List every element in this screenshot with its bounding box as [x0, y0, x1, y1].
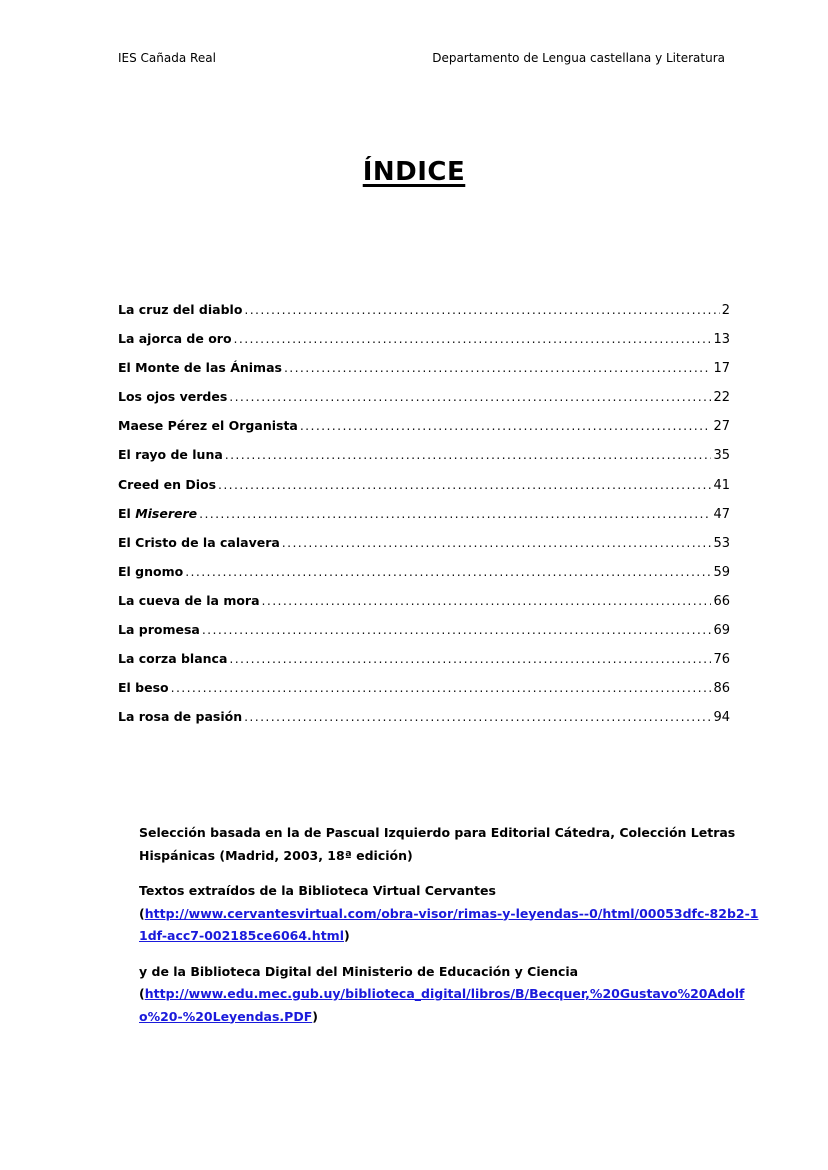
toc-entry-title: La ajorca de oro [118, 331, 232, 347]
source-label: Textos extraídos de la Biblioteca Virtual Cervantes [139, 883, 496, 898]
toc-entry-title [118, 506, 197, 521]
toc-entry[interactable] [118, 477, 730, 506]
leader-dots [218, 477, 711, 492]
toc-entry-title: El gnomo [118, 563, 184, 579]
ministerio-link[interactable]: http://www.edu.mec.gub.uy/biblioteca_digital/libros/B/Becquer,%20Gustavo%20Adolfo%20-%20Leyendas.PDF [139, 986, 745, 1024]
toc-entry-page: 66 [713, 593, 730, 609]
page-title [0, 157, 828, 187]
source-notes [139, 822, 759, 1041]
toc-entry[interactable] [118, 680, 730, 709]
toc-entry-title: La corza blanca [118, 651, 228, 667]
selection-note: Selección basada en la de Pascual Izquierdo para Editorial Cátedra, Colección Letras Hispánicas (Madrid, 2003, 18ª edición) [139, 825, 736, 863]
toc-entry-page: 22 [713, 390, 730, 406]
toc-entry[interactable] [118, 593, 730, 622]
toc-entry-title: Maese Pérez el Organista [118, 418, 298, 434]
toc-entry-page: 94 [713, 710, 730, 726]
toc-entry[interactable] [118, 709, 730, 738]
leader-dots [234, 331, 712, 346]
source-label: y de la Biblioteca Digital del Ministerio de Educación y Ciencia [139, 963, 579, 979]
toc-entry[interactable] [118, 389, 730, 418]
toc-entry-title: Creed en Dios [118, 476, 217, 492]
toc-entry-page: 53 [713, 535, 730, 551]
close-paren: ) [312, 1008, 318, 1024]
cervantes-link[interactable]: http://www.cervantesvirtual.com/obra-visor/rimas-y-leyendas--0/html/00053dfc-82b2-11df-acc7-002185ce6064.html [139, 905, 759, 943]
toc-entry-page: 86 [713, 681, 730, 697]
index-heading: ÍNDICE [362, 157, 466, 187]
department-name: Departamento de Lengua castellana y Literatura [432, 51, 725, 65]
toc-entry[interactable] [118, 302, 730, 331]
leader-dots [300, 418, 712, 433]
toc-entry-page: 35 [713, 448, 730, 464]
leader-dots [171, 680, 712, 695]
toc-entry-page: 41 [713, 477, 730, 493]
leader-dots [229, 389, 711, 404]
page-header [118, 51, 725, 67]
toc-entry[interactable] [118, 564, 730, 593]
table-of-contents [118, 302, 730, 738]
toc-entry-title: La rosa de pasión [118, 709, 243, 725]
toc-entry-title: El beso [118, 680, 169, 696]
open-paren: ( [139, 986, 145, 1001]
leader-dots [202, 622, 712, 637]
toc-entry-page: 59 [713, 564, 730, 580]
school-name: IES Cañada Real [118, 51, 216, 65]
leader-dots [284, 360, 712, 375]
toc-entry-title: La cueva de la mora [118, 592, 260, 608]
toc-entry[interactable] [118, 418, 730, 447]
leader-dots [244, 302, 719, 317]
toc-entry[interactable] [118, 535, 730, 564]
close-paren: ) [344, 928, 350, 943]
toc-entry-title: La promesa [118, 622, 200, 638]
toc-entry[interactable] [118, 622, 730, 651]
leader-dots [244, 709, 711, 724]
toc-entry[interactable] [118, 360, 730, 389]
toc-entry-title-italic: Miserere [135, 505, 198, 521]
source-note-cervantes [139, 880, 759, 948]
toc-entry-page: 76 [713, 652, 730, 668]
toc-entry-page: 69 [713, 623, 730, 639]
toc-entry-page: 47 [713, 506, 730, 522]
leader-dots [199, 506, 711, 521]
leader-dots [225, 447, 712, 462]
toc-entry-title: El Cristo de la calavera [118, 534, 280, 550]
toc-entry-page: 17 [713, 361, 730, 377]
toc-entry-page: 13 [713, 332, 730, 348]
toc-entry-page: 2 [721, 303, 730, 318]
toc-entry-page: 27 [713, 419, 730, 435]
toc-entry[interactable] [118, 331, 730, 360]
leader-dots [185, 564, 711, 579]
toc-entry-title: La cruz del diablo [118, 302, 243, 317]
toc-entry-title: El rayo de luna [118, 447, 223, 463]
toc-entry-title: El Monte de las Ánimas [118, 360, 282, 376]
toc-entry[interactable] [118, 506, 730, 535]
source-note-ministerio [139, 961, 759, 1029]
toc-entry-title: Los ojos verdes [118, 389, 228, 405]
open-paren: ( [139, 905, 145, 921]
leader-dots [282, 535, 712, 550]
toc-entry[interactable] [118, 651, 730, 680]
toc-entry[interactable] [118, 447, 730, 476]
leader-dots [262, 593, 712, 608]
toc-entry-title-prefix: El [118, 505, 136, 521]
leader-dots [229, 651, 711, 666]
